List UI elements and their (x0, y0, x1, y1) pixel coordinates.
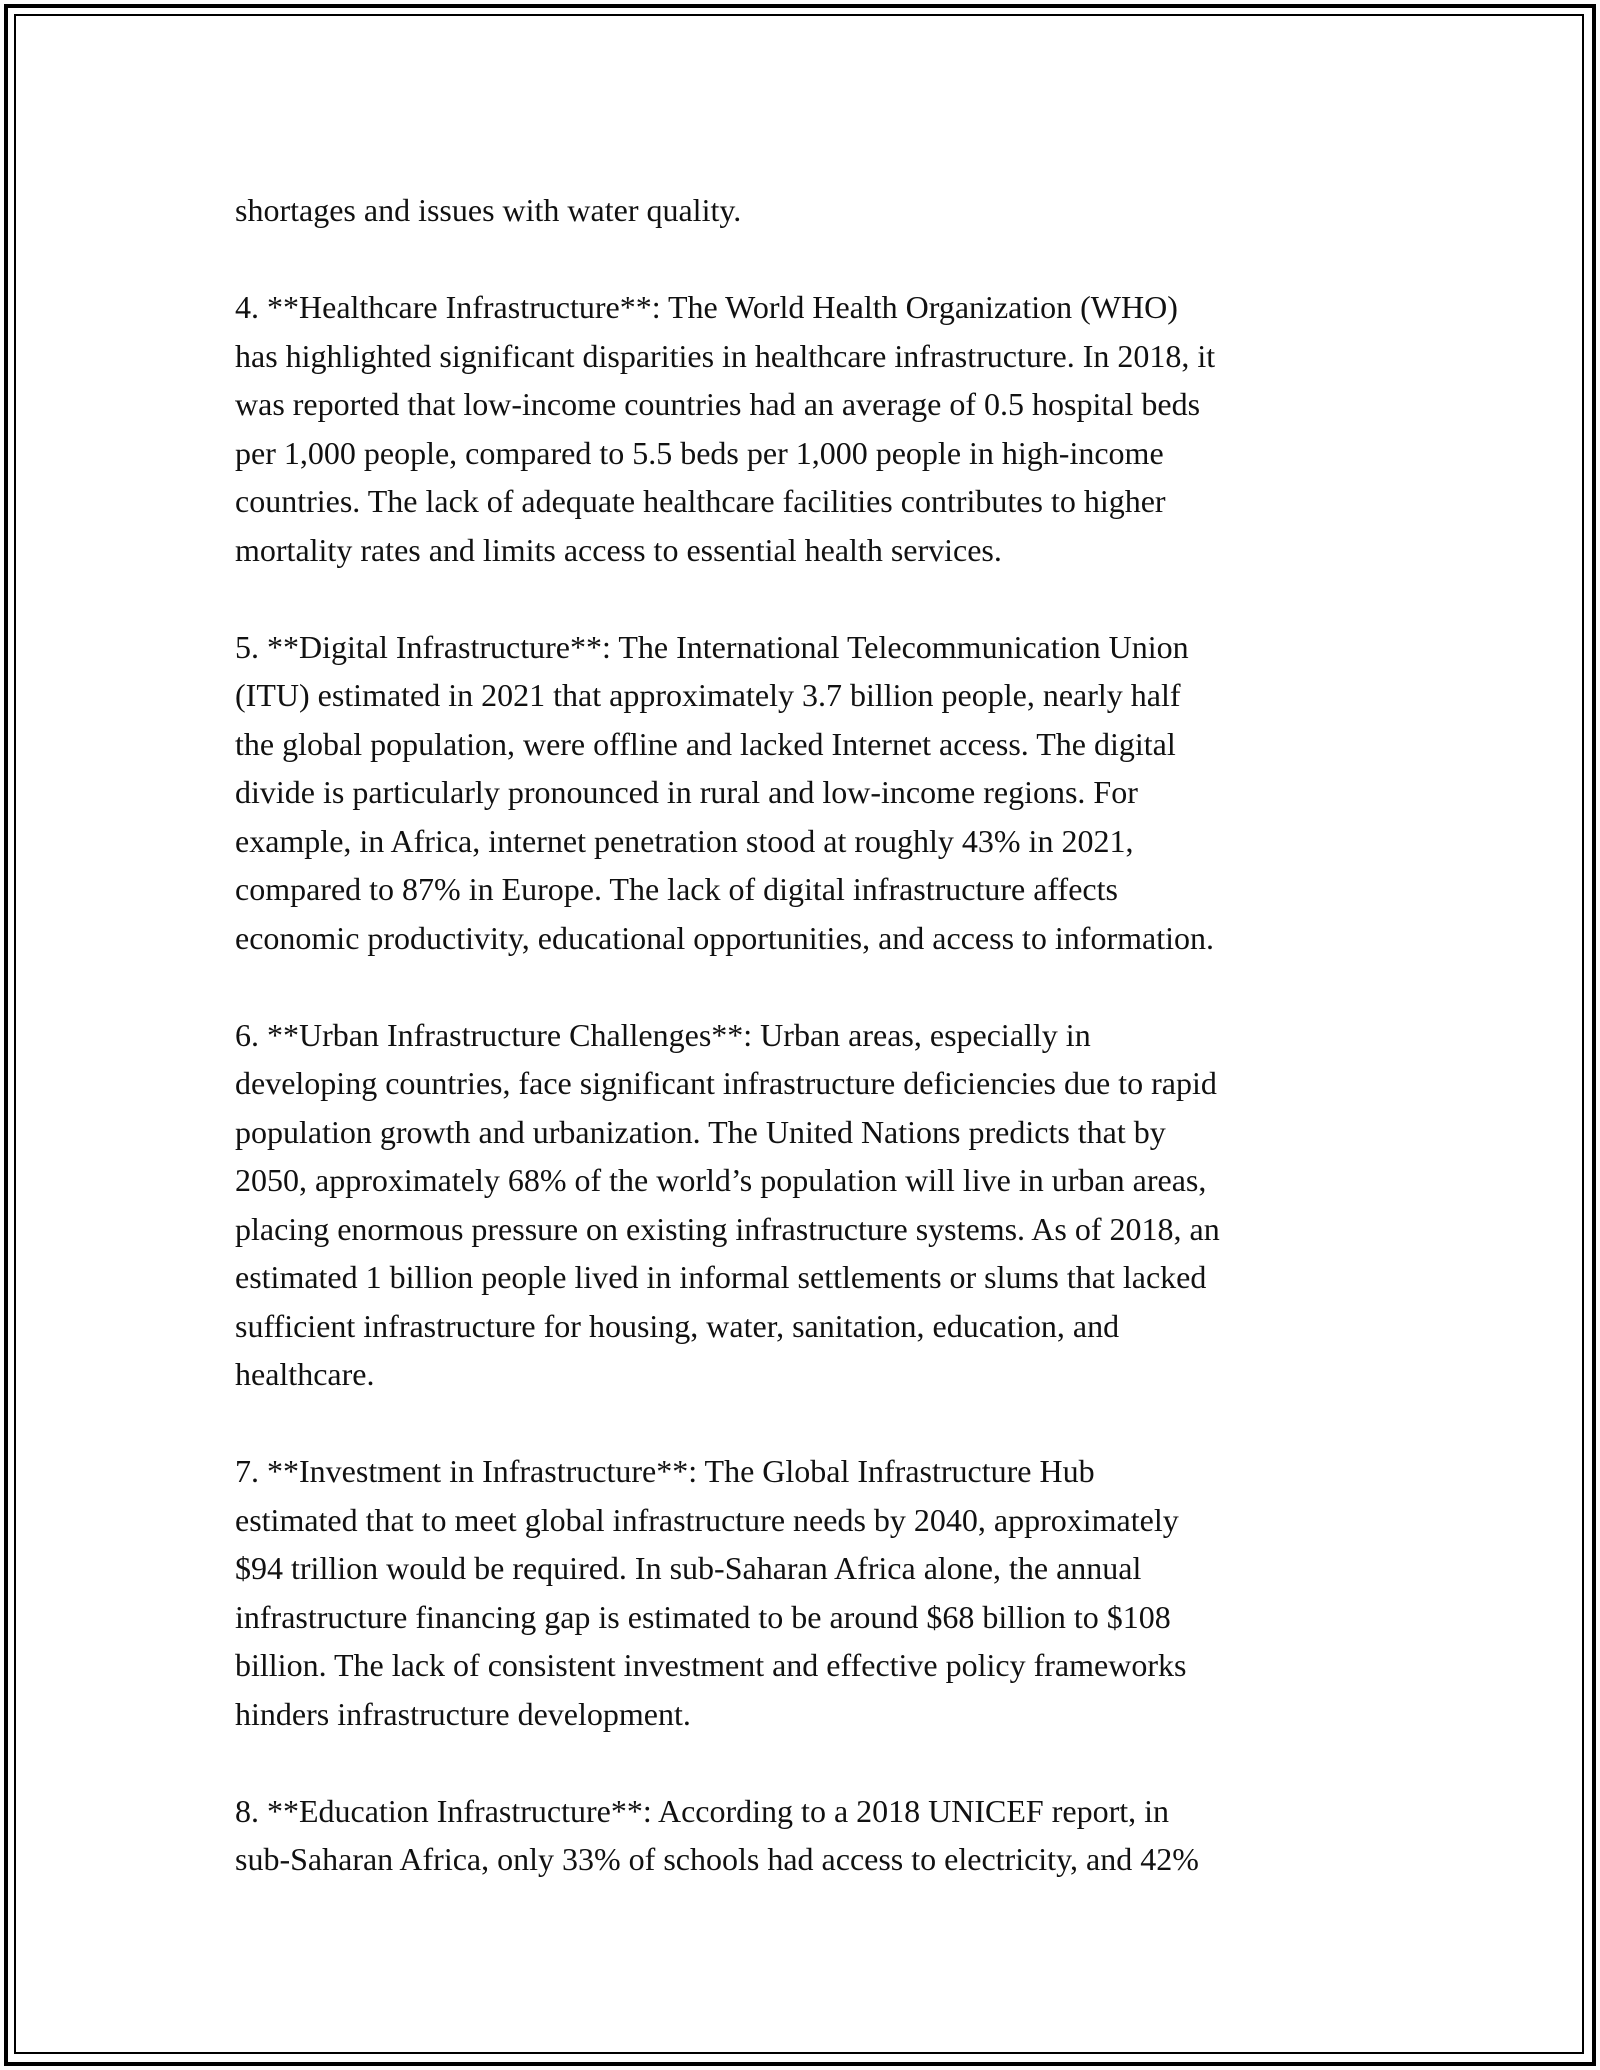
text-line: the global population, were offline and lacked Internet access. The digital (235, 725, 1176, 762)
text-line: per 1,000 people, compared to 5.5 beds per 1,000 people in high-income (235, 434, 1164, 471)
text-line: example, in Africa, internet penetration stood at roughly 43% in 2021, (235, 822, 1134, 859)
document-body (235, 186, 1375, 1932)
text-line: 4. **Healthcare Infrastructure**: The World Health Organization (WHO) (235, 289, 1178, 325)
text-line: 8. **Education Infrastructure**: According to a 2018 UNICEF report, in (235, 1792, 1169, 1829)
text-line: placing enormous pressure on existing infrastructure systems. As of 2018, an (235, 1210, 1220, 1247)
text-line: hinders infrastructure development. (235, 1695, 691, 1732)
text-line: 7. **Investment in Infrastructure**: The Global Infrastructure Hub (235, 1453, 1095, 1489)
text-line: estimated 1 billion people lived in informal settlements or slums that lacked (235, 1259, 1207, 1295)
text-line: has highlighted significant disparities in healthcare infrastructure. In 2018, it (235, 337, 1216, 374)
text-line: $94 trillion would be required. In sub-Saharan Africa alone, the annual (235, 1550, 1142, 1586)
text-line: was reported that low-income countries had an average of 0.5 hospital beds (235, 386, 1201, 422)
text-line: countries. The lack of adequate healthcare facilities contributes to higher (235, 483, 1166, 519)
paragraph-water-continuation (235, 186, 1375, 235)
text-line: healthcare. (235, 1356, 375, 1392)
paragraph-investment-infrastructure (235, 1447, 1375, 1738)
text-line: economic productivity, educational opportunities, and access to information. (235, 919, 1214, 956)
text-line: 2050, approximately 68% of the world’s population will live in urban areas, (235, 1162, 1207, 1198)
text-line: compared to 87% in Europe. The lack of digital infrastructure affects (235, 871, 1118, 907)
text-line: sub-Saharan Africa, only 33% of schools had access to electricity, and 42% (235, 1841, 1199, 1877)
text-line: estimated that to meet global infrastructure needs by 2040, approximately (235, 1501, 1179, 1538)
text-line: 6. **Urban Infrastructure Challenges**: Urban areas, especially in (235, 1016, 1091, 1053)
paragraph-healthcare-infrastructure (235, 283, 1375, 574)
text-line: divide is particularly pronounced in rural and low-income regions. For (235, 774, 1138, 810)
text-line: developing countries, face significant infrastructure deficiencies due to rapid (235, 1065, 1217, 1101)
text-line: population growth and urbanization. The United Nations predicts that by (235, 1113, 1166, 1150)
text-line: (ITU) estimated in 2021 that approximately 3.7 billion people, nearly half (235, 677, 1181, 713)
paragraph-digital-infrastructure (235, 623, 1375, 963)
text-line: infrastructure financing gap is estimated to be around $68 billion to $108 (235, 1598, 1171, 1635)
text-line: billion. The lack of consistent investment and effective policy frameworks (235, 1647, 1187, 1683)
text-line: 5. **Digital Infrastructure**: The International Telecommunication Union (235, 628, 1189, 665)
text-line: sufficient infrastructure for housing, water, sanitation, education, and (235, 1307, 1120, 1344)
text-line: shortages and issues with water quality. (235, 192, 742, 228)
paragraph-education-infrastructure (235, 1787, 1375, 1884)
text-line: mortality rates and limits access to essential health services. (235, 531, 1002, 568)
paragraph-urban-infrastructure (235, 1011, 1375, 1399)
